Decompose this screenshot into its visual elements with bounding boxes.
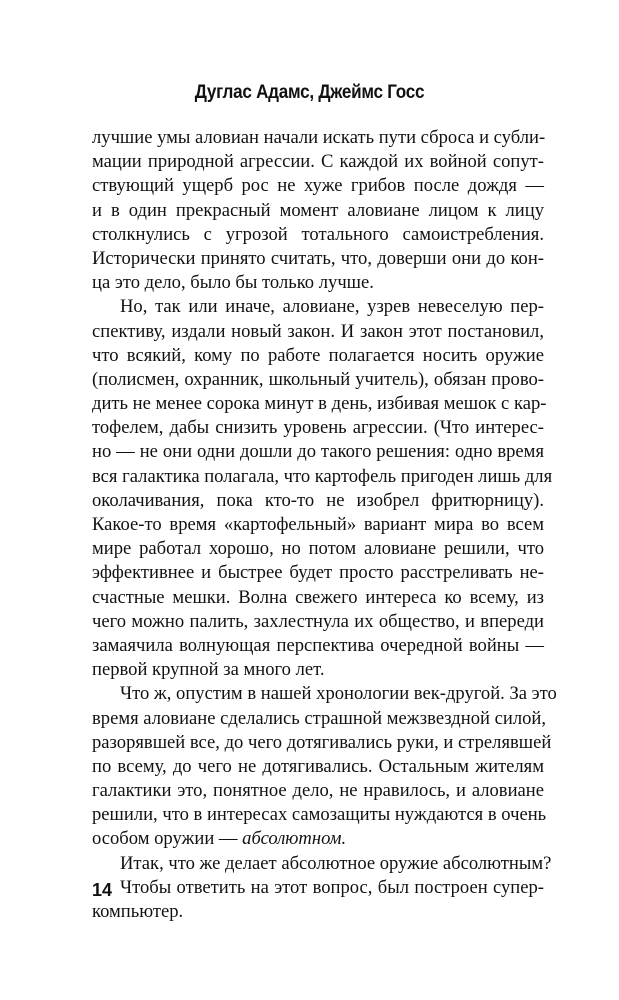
text-line: спективу, издали новый закон. И закон этот постановил, [92,320,544,342]
text-line: по всему, до чего не дотягивались. Остальным жителям [92,755,544,777]
text-line: время аловиане сделались страшной межзвездной силой, [92,707,546,729]
text-fragment: особом оружии — [92,828,243,850]
text-line [92,827,544,851]
text-line: Что ж, опустим в нашей хронологии век-другой. За это [120,683,557,705]
text-line: эффективнее и быстрее будет просто расстреливать не- [92,562,544,584]
text-line: лучшие умы аловиан начали искать пути сброса и субли- [92,127,546,148]
text-line: первой крупной за много лет. [92,659,325,681]
text-line: замаячила волнующая перспектива очередной войны — [92,634,544,656]
emphasized-text: абсолютном. [242,828,347,850]
text-line: компьютер. [92,901,184,922]
text-line: что всякий, кому по работе полагается носить оружие [92,344,544,366]
text-line: мации природной агрессии. С каждой их войной сопут- [92,151,544,173]
text-line: Итак, что же делает абсолютное оружие абсолютным? [120,852,552,874]
text-line: тофелем, дабы снизить уровень агрессии. (Что интерес- [92,417,544,439]
text-line: счастные мешки. Волна свежего интереса ко всему, из [92,586,544,608]
text-line: вся галактика полагала, что картофель пригоден лишь для [92,465,553,487]
running-title: Дуглас Адамс, Джеймс Госс [194,82,425,103]
body-text [92,126,557,924]
paragraph [92,852,552,876]
text-line: Исторически принято считать, что, доверши они до кон- [92,247,544,269]
text-line: ца это дело, было бы только лучше. [92,272,374,294]
paragraph [92,126,544,295]
text-line: Но, так или иначе, аловиане, узрев невеселую пер- [120,296,544,318]
text-line: решили, что в интересах самозащиты нуждаются в очень [92,804,547,826]
text-line: чего можно палить, захлестнула их общество, и впереди [92,610,544,632]
text-line: Чтобы ответить на этот вопрос, был построен супер- [120,876,544,898]
text-line: столкнулись с угрозой тотального самоистребления. [92,223,544,245]
text-line: но — не они одни дошли до такого решения: одно время [92,441,544,463]
paragraph [92,295,553,682]
paragraph [92,682,557,851]
text-line: и в один прекрасный момент аловиане лицом к лицу [92,199,544,221]
text-line: галактики это, понятное дело, не нравилось, и аловиане [92,780,544,802]
text-line: ствующий ущерб рос не хуже грибов после дождя — [92,175,544,197]
text-line: мире работал хорошо, но потом аловиане решили, что [92,538,544,560]
text-line: разорявшей все, до чего дотягивались руки, и стрелявшей [92,731,552,753]
page-number: 14 [92,880,113,900]
text-line: Какое-то время «картофельный» вариант мира во всем [92,514,544,535]
text-line: (полисмен, охранник, школьный учитель), обязан прово- [92,368,544,390]
text-line: околачивания, пока кто-то не изобрел фритюрницу). [92,489,544,511]
paragraph [92,876,544,924]
text-line: дить не менее сорока минут в день, избивая мешок с кар- [92,393,547,415]
